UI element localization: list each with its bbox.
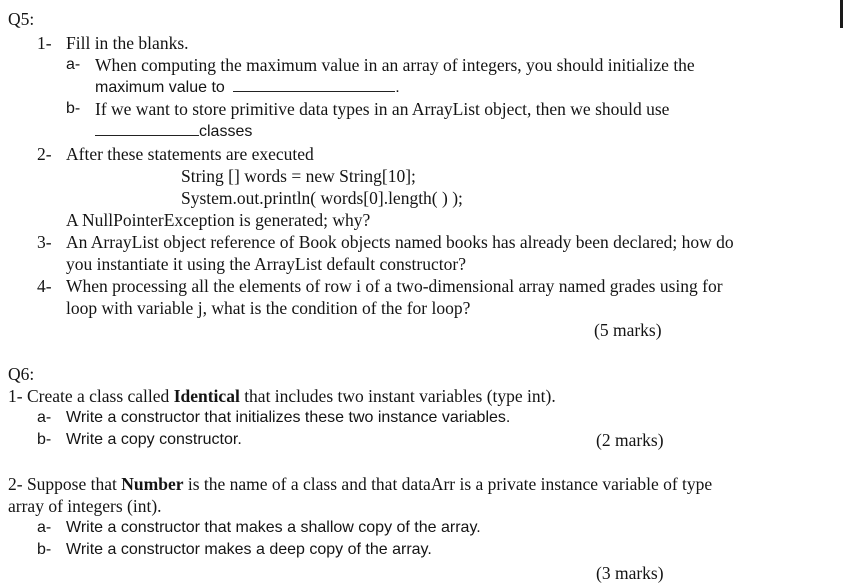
- q6-part1-suffix: that includes two instant variables (type int).: [239, 386, 556, 406]
- q5-a-line2: [95, 77, 400, 98]
- q6-part1-a-text: Write a constructor that initializes these two instance variables.: [66, 409, 511, 426]
- q5-marks: (5 marks): [594, 320, 662, 340]
- q6-part2-marks: (3 marks): [596, 563, 664, 583]
- q6-part1-prefix: 1- Create a class called: [8, 386, 174, 406]
- q5-item4-line1: When processing all the elements of row i of a two-dimensional array named grades using for: [66, 276, 723, 296]
- q6-part2-prefix: 2- Suppose that: [8, 474, 122, 494]
- q5-item3-line2: you instantiate it using the ArrayList default constructor?: [66, 254, 466, 274]
- q5-a-line2-end: .: [395, 79, 400, 96]
- q6-heading: Q6:: [8, 364, 35, 384]
- q5-item2-text: After these statements are executed: [66, 144, 314, 164]
- q6-part2-class-name: Number: [121, 474, 184, 494]
- q6-part1-marks: (2 marks): [596, 430, 664, 450]
- q5-b-answer-blank[interactable]: [95, 121, 199, 136]
- q6-part1-b-text: Write a copy constructor.: [66, 431, 242, 448]
- q5-item2-after: A NullPointerException is generated; why?: [66, 210, 371, 230]
- q6-part2-a-text: Write a constructor that makes a shallow copy of the array.: [66, 519, 481, 536]
- q5-item2-code2: System.out.println( words[0].length( ) );: [181, 188, 463, 208]
- q5-a-letter: a-: [66, 56, 81, 73]
- q5-b-line1: If we want to store primitive data types in an ArrayList object, then we should use: [95, 99, 670, 119]
- q6-part2-a-letter: a-: [37, 519, 52, 536]
- q5-b-letter: b-: [66, 100, 81, 117]
- q5-heading: Q5:: [8, 9, 35, 29]
- q6-part2-line2: array of integers (int).: [8, 496, 162, 516]
- q6-part2-b-text: Write a constructor makes a deep copy of the array.: [66, 541, 432, 558]
- q6-part1-line: [8, 386, 556, 406]
- q5-b-line2: [95, 121, 252, 142]
- q5-item3-number: 3-: [37, 232, 52, 252]
- q5-item2-number: 2-: [37, 144, 52, 164]
- edge-bar: [840, 0, 843, 28]
- q6-part1-class-name: Identical: [173, 386, 240, 406]
- q5-b-line2-text: classes: [199, 123, 253, 140]
- q6-part2-line1: [8, 474, 712, 494]
- q6-part2-suffix: is the name of a class and that dataArr is a private instance variable of type: [183, 474, 713, 494]
- q5-item4-number: 4-: [37, 276, 52, 296]
- q5-a-line2-text: maximum value to: [95, 79, 225, 96]
- q5-a-line1: When computing the maximum value in an array of integers, you should initialize the: [95, 55, 695, 75]
- q5-item2-code1: String [] words = new String[10];: [181, 166, 416, 186]
- q6-part2-b-letter: b-: [37, 541, 52, 558]
- q5-item3-line1: An ArrayList object reference of Book objects named books has already been declared; how do: [66, 232, 734, 252]
- q5-item1-number: 1-: [37, 33, 52, 53]
- q6-part1-a-letter: a-: [37, 409, 52, 426]
- q5-item4-line2: loop with variable j, what is the condition of the for loop?: [66, 298, 471, 318]
- q5-item1-text: Fill in the blanks.: [66, 33, 189, 53]
- q5-a-answer-blank[interactable]: [233, 77, 395, 92]
- q6-part1-b-letter: b-: [37, 431, 52, 448]
